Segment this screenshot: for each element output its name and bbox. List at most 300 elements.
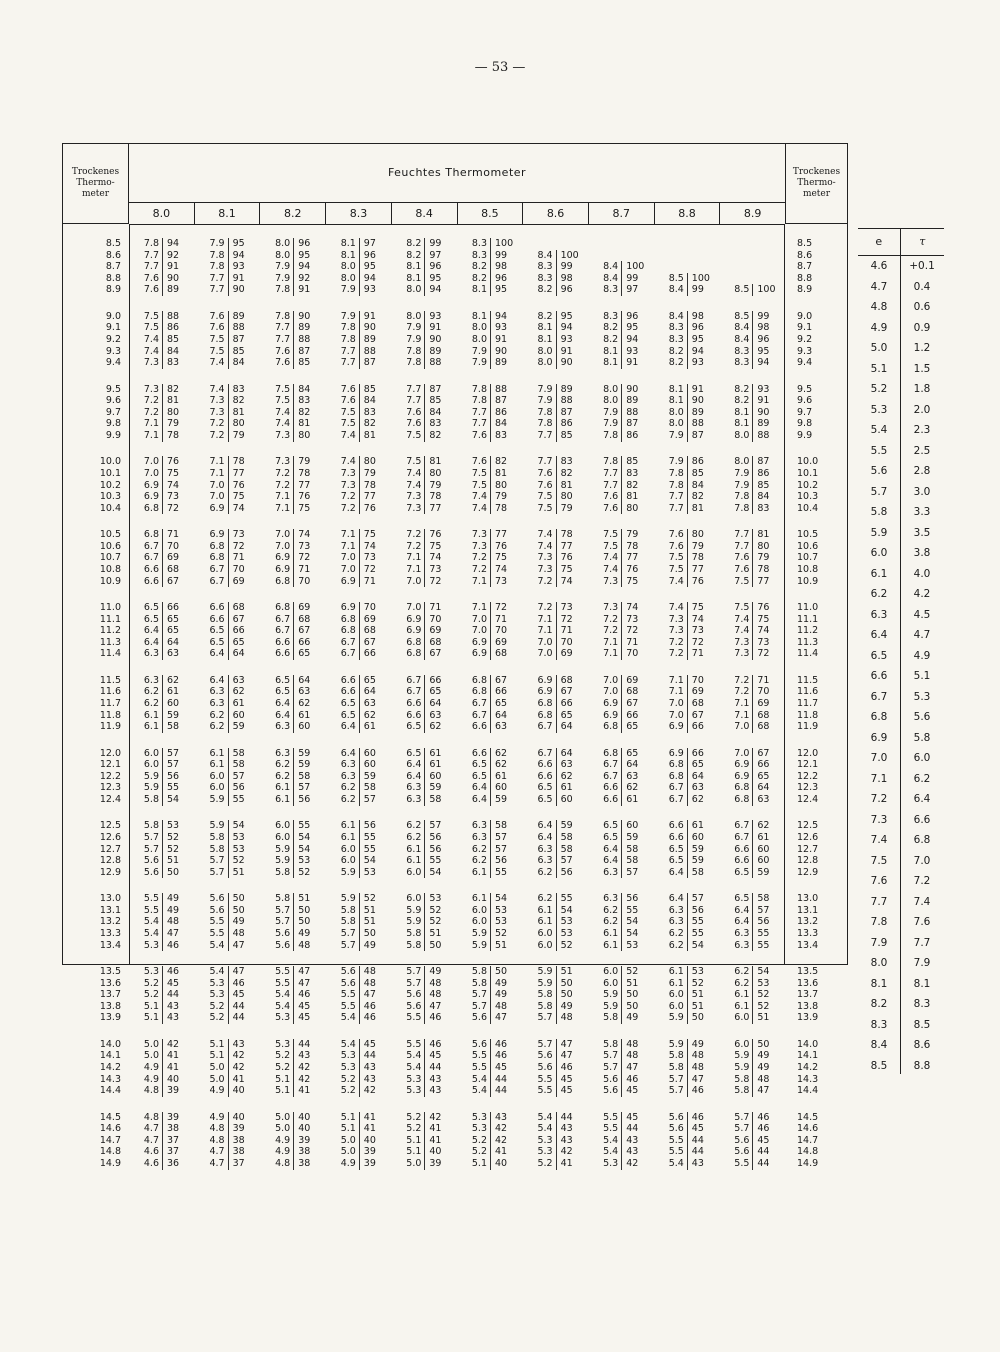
column-header: 8.5 — [458, 203, 524, 225]
table-cell — [135, 966, 189, 978]
dry-temp-value: 12.8 — [99, 855, 121, 867]
humidity-value: 85 — [560, 430, 573, 441]
dew-point-value: 7.0 — [660, 698, 688, 710]
table-cell — [594, 384, 648, 396]
dew-point-value: 5.6 — [266, 940, 294, 952]
table-cell — [397, 384, 451, 396]
dew-point-value: 6.6 — [332, 675, 360, 687]
table-cell — [660, 978, 714, 990]
humidity-value: 84 — [757, 491, 770, 503]
side-table-row — [858, 1015, 944, 1036]
table-cell — [463, 1146, 517, 1158]
dew-point-value: 4.9 — [201, 1112, 229, 1124]
dew-point-value: 6.9 — [332, 576, 360, 588]
side-table-row — [858, 687, 944, 708]
humidity-value: 74 — [757, 625, 770, 637]
humidity-value: 61 — [298, 709, 311, 721]
table-cell — [201, 940, 255, 952]
table-cell — [266, 759, 320, 771]
dew-point-value: 5.2 — [332, 1085, 360, 1097]
humidity-value: 68 — [167, 564, 180, 575]
table-cell — [332, 311, 386, 323]
humidity-value: 87 — [757, 456, 770, 468]
table-cell — [201, 418, 255, 430]
humidity-value: 41 — [495, 1146, 508, 1158]
dew-point-value: 7.8 — [594, 430, 622, 442]
dew-point-value: 7.6 — [594, 503, 622, 515]
dew-point-value: 6.2 — [135, 698, 163, 710]
table-cell — [594, 675, 648, 687]
table-cell — [201, 686, 255, 698]
table-cell — [463, 1039, 517, 1051]
table-cell — [529, 1112, 583, 1124]
dew-point-value: 6.9 — [397, 625, 425, 637]
table-cell — [266, 261, 320, 273]
table-cell — [660, 468, 714, 480]
humidity-value: 52 — [298, 866, 311, 878]
dry-temp-value: 8.5 — [797, 238, 813, 249]
humidity-value: 53 — [691, 966, 704, 977]
humidity-value: 56 — [626, 893, 639, 905]
table-cell — [266, 491, 320, 503]
table-cell — [660, 893, 714, 905]
table-cell — [397, 541, 451, 553]
dry-temp-value: 8.9 — [797, 284, 813, 296]
humidity-value: 80 — [363, 456, 376, 468]
table-cell — [266, 771, 320, 783]
table-cell — [201, 782, 255, 794]
dew-point-value: 7.6 — [660, 541, 688, 553]
dry-temp-value: 11.5 — [797, 674, 819, 686]
dew-point-value: 5.5 — [594, 1123, 622, 1135]
table-cell — [725, 614, 779, 626]
humidity-value: 52 — [429, 904, 442, 916]
humidity-value: 76 — [626, 564, 639, 575]
table-cell — [725, 418, 779, 430]
humidity-value: 64 — [757, 782, 770, 794]
humidity-value: 82 — [298, 406, 311, 418]
humidity-value: 52 — [626, 966, 639, 977]
humidity-value: 45 — [626, 1111, 639, 1123]
dew-point-value: 5.0 — [332, 1135, 360, 1147]
table-cell — [332, 480, 386, 492]
table-cell — [725, 1062, 779, 1074]
table-cell — [594, 698, 648, 710]
humidity-value: 50 — [167, 866, 180, 878]
dew-point-value: 7.0 — [397, 576, 425, 588]
humidity-value: 38 — [232, 1146, 245, 1158]
table-cell — [463, 503, 517, 515]
table-cell — [135, 261, 189, 273]
dew-point-value: 5.6 — [463, 1012, 491, 1024]
table-cell — [594, 311, 648, 323]
table-cell — [135, 1085, 189, 1097]
side-e-value: 5.9 — [870, 526, 888, 539]
dew-point-value: 5.3 — [135, 966, 163, 978]
dew-point-value: 7.7 — [660, 491, 688, 503]
humidity-value: 50 — [560, 989, 573, 1001]
dew-point-value: 7.1 — [332, 541, 360, 553]
dry-temp-value: 9.5 — [105, 383, 121, 395]
humidity-value: 71 — [495, 613, 508, 625]
dew-point-value: 8.1 — [660, 384, 688, 396]
humidity-value: 72 — [232, 540, 245, 552]
dew-point-value: 6.3 — [201, 698, 229, 710]
dry-temp-value: 14.8 — [99, 1146, 121, 1158]
humidity-value: 56 — [429, 832, 442, 843]
humidity-value: 69 — [232, 575, 245, 587]
humidity-value: 93 — [626, 345, 639, 357]
table-cell — [594, 710, 648, 722]
table-cell — [266, 1085, 320, 1097]
table-cell — [201, 989, 255, 1001]
table-cell — [135, 893, 189, 905]
table-cell — [463, 748, 517, 760]
table-cell — [266, 794, 320, 806]
humidity-value: 67 — [298, 625, 311, 637]
humidity-value: 94 — [691, 345, 704, 357]
humidity-value: 48 — [626, 1050, 639, 1062]
humidity-value: 96 — [363, 249, 376, 261]
table-cell — [660, 966, 714, 978]
side-tau-value: 7.6 — [913, 916, 931, 928]
dew-point-value: 5.4 — [135, 928, 163, 940]
table-cell — [201, 978, 255, 990]
humidity-value: 84 — [429, 406, 442, 418]
table-cell — [332, 430, 386, 442]
dew-point-value: 5.0 — [397, 1158, 425, 1170]
humidity-value: 95 — [757, 345, 770, 357]
side-e-value: 7.3 — [870, 813, 888, 826]
dew-point-value: 6.1 — [529, 905, 557, 917]
table-cell — [594, 637, 648, 649]
dew-point-value: 6.3 — [463, 832, 491, 844]
table-cell — [397, 491, 451, 503]
table-cell — [660, 576, 714, 588]
dew-point-value: 7.6 — [397, 407, 425, 419]
humidity-value: 59 — [298, 759, 311, 771]
dew-point-value: 7.5 — [463, 480, 491, 492]
table-cell — [201, 928, 255, 940]
dew-point-value: 7.8 — [397, 346, 425, 358]
dew-point-value: 5.1 — [266, 1074, 294, 1086]
dew-point-value: 6.3 — [594, 893, 622, 905]
dew-point-value: 6.1 — [266, 782, 294, 794]
humidity-value: 51 — [363, 916, 376, 928]
table-cell — [135, 273, 189, 285]
dew-point-value: 7.9 — [397, 322, 425, 334]
table-cell — [397, 940, 451, 952]
table-cell — [725, 675, 779, 687]
dry-temp-value: 11.9 — [99, 721, 121, 733]
humidity-value: 64 — [626, 759, 639, 771]
humidity-value: 76 — [167, 456, 180, 468]
dew-point-value: 5.3 — [266, 1039, 294, 1051]
humidity-value: 46 — [757, 1123, 770, 1135]
table-cell — [332, 893, 386, 905]
humidity-value: 68 — [232, 602, 245, 613]
table-cell — [135, 334, 189, 346]
side-table-row — [858, 564, 944, 585]
dew-point-value: 8.2 — [594, 334, 622, 346]
table-cell — [397, 648, 451, 660]
side-table-rows — [858, 256, 944, 1076]
humidity-value: 90 — [429, 334, 442, 345]
dew-point-value: 5.7 — [529, 1039, 557, 1051]
humidity-value: 55 — [363, 843, 376, 855]
humidity-value: 41 — [429, 1134, 442, 1146]
table-cell — [266, 407, 320, 419]
dry-temp-value: 14.4 — [99, 1085, 121, 1097]
dry-temp-value: 12.1 — [99, 759, 121, 771]
dry-temp-value: 9.2 — [105, 334, 121, 345]
dew-point-value: 5.3 — [332, 1050, 360, 1062]
dry-temp-value: 13.8 — [797, 1000, 819, 1012]
dew-point-value: 7.1 — [529, 614, 557, 626]
table-cell — [529, 322, 583, 334]
dew-point-value: 8.2 — [463, 273, 491, 285]
dew-point-value: 8.1 — [529, 334, 557, 346]
dew-point-value: 8.1 — [725, 407, 753, 419]
humidity-value: 79 — [495, 491, 508, 503]
dew-point-value: 5.0 — [135, 1050, 163, 1062]
side-e-value: 7.0 — [870, 752, 888, 764]
dry-values-right — [784, 224, 847, 1169]
table-cell — [725, 916, 779, 928]
humidity-value: 63 — [429, 709, 442, 721]
humidity-value: 69 — [298, 602, 311, 613]
dew-point-value: 8.2 — [660, 346, 688, 358]
table-cell — [135, 503, 189, 515]
table-cell — [266, 346, 320, 358]
dew-point-value: 6.7 — [529, 748, 557, 760]
humidity-value: 46 — [363, 1000, 376, 1012]
dry-temp-value: 9.3 — [105, 345, 121, 357]
dew-point-value: 6.2 — [660, 928, 688, 940]
dew-point-value: 7.1 — [397, 564, 425, 576]
table-cell — [463, 721, 517, 733]
humidity-value: 84 — [167, 345, 180, 357]
table-cell — [397, 782, 451, 794]
humidity-value: 56 — [560, 866, 573, 878]
table-cell — [594, 625, 648, 637]
humidity-value: 78 — [495, 502, 508, 514]
dew-point-value: 6.8 — [529, 698, 557, 710]
table-cell — [594, 284, 648, 296]
side-e-value: 7.1 — [870, 772, 888, 785]
dew-point-value: 7.5 — [594, 541, 622, 553]
table-cell — [135, 1123, 189, 1135]
humidity-value: 56 — [298, 794, 311, 805]
humidity-value: 85 — [167, 334, 180, 345]
side-e-value: 6.3 — [870, 608, 888, 621]
humidity-value: 67 — [167, 575, 180, 587]
humidity-value: 63 — [691, 782, 704, 794]
side-tau-value: 6.2 — [913, 772, 931, 785]
table-cell — [594, 928, 648, 940]
table-cell — [201, 1146, 255, 1158]
humidity-value: 66 — [167, 602, 180, 613]
table-cell — [332, 1074, 386, 1086]
table-cell — [397, 480, 451, 492]
side-e-value: 5.4 — [870, 424, 888, 436]
table-cell — [266, 710, 320, 722]
side-table-row — [858, 933, 944, 954]
dry-temp-value: 12.2 — [99, 770, 121, 782]
table-cell — [725, 1135, 779, 1147]
table-cell — [529, 686, 583, 698]
humidity-value: 56 — [232, 782, 245, 794]
table-cell — [660, 905, 714, 917]
humidity-value: 53 — [560, 928, 573, 939]
dew-point-value: 7.1 — [660, 686, 688, 698]
dew-point-value: 4.8 — [201, 1135, 229, 1147]
dew-point-value: 8.1 — [529, 322, 557, 334]
dew-point-value: 6.4 — [463, 794, 491, 806]
humidity-value: 45 — [560, 1073, 573, 1085]
table-cell — [529, 698, 583, 710]
humidity-value: 74 — [298, 529, 311, 541]
humidity-value: 92 — [298, 272, 311, 284]
dry-temp-value: 14.0 — [99, 1038, 121, 1050]
dry-temp-value: 13.6 — [797, 977, 819, 989]
dew-point-value: 6.3 — [397, 782, 425, 794]
table-cell — [529, 602, 583, 614]
dew-point-value: 8.5 — [725, 284, 753, 296]
humidity-value: 65 — [626, 747, 639, 759]
side-tau-value: 5.1 — [913, 670, 931, 682]
table-cell — [529, 311, 583, 323]
humidity-value: 45 — [298, 1012, 311, 1024]
dew-point-value: 7.6 — [594, 491, 622, 503]
humidity-value: 81 — [691, 502, 704, 514]
table-cell — [660, 552, 714, 564]
humidity-value: 62 — [495, 759, 508, 771]
table-cell — [725, 820, 779, 832]
dew-point-value: 5.0 — [201, 1074, 229, 1086]
humidity-value: 66 — [691, 721, 704, 733]
humidity-value: 89 — [298, 322, 311, 334]
humidity-value: 87 — [495, 395, 508, 407]
table-cell — [201, 771, 255, 783]
humidity-value: 68 — [757, 721, 770, 733]
humidity-value: 55 — [232, 794, 245, 805]
table-cell — [529, 334, 583, 346]
humidity-value: 46 — [167, 966, 180, 977]
dew-point-value: 6.1 — [135, 710, 163, 722]
side-tau-value: 5.8 — [913, 731, 931, 744]
table-cell — [463, 675, 517, 687]
humidity-value: 72 — [363, 564, 376, 575]
humidity-value: 71 — [560, 625, 573, 637]
humidity-value: 71 — [429, 602, 442, 613]
table-cell — [660, 710, 714, 722]
table-cell — [201, 250, 255, 262]
humidity-value: 52 — [363, 893, 376, 905]
humidity-value: 80 — [429, 468, 442, 479]
side-tau-value: 1.5̄ — [913, 362, 931, 375]
humidity-value: 41 — [363, 1111, 376, 1123]
table-cell — [463, 782, 517, 794]
humidity-value: 88 — [560, 395, 573, 407]
dew-point-value: 8.0 — [463, 322, 491, 334]
humidity-value: 54 — [560, 904, 573, 916]
humidity-value: 83 — [232, 383, 245, 395]
humidity-value: 64 — [363, 686, 376, 698]
humidity-value: 63 — [560, 759, 573, 771]
dew-point-value: 6.3 — [332, 759, 360, 771]
dew-point-value: 7.1 — [529, 625, 557, 637]
dew-point-value: 5.7 — [660, 1074, 688, 1086]
humidity-value: 53 — [626, 939, 639, 951]
humidity-value: 61 — [691, 820, 704, 832]
table-cell — [463, 491, 517, 503]
table-cell — [201, 261, 255, 273]
dew-point-value: 5.6 — [135, 855, 163, 867]
table-cell — [529, 503, 583, 515]
dew-point-value: 5.6 — [725, 1135, 753, 1147]
humidity-value: 37 — [167, 1146, 180, 1158]
table-cell — [397, 625, 451, 637]
humidity-value: 96 — [495, 272, 508, 284]
dew-point-value: 7.6 — [529, 480, 557, 492]
side-tau-value: 6.8 — [913, 834, 931, 846]
dew-point-value: 7.4 — [529, 541, 557, 553]
dew-point-value: 8.5 — [725, 311, 753, 323]
table-cell — [397, 978, 451, 990]
humidity-value: 52 — [167, 843, 180, 855]
dew-point-value: 6.9 — [660, 721, 688, 733]
dew-point-value: 7.9 — [594, 407, 622, 419]
dew-point-value: 8.3 — [725, 346, 753, 358]
table-cell — [397, 916, 451, 928]
dew-point-value: 7.3 — [266, 456, 294, 468]
dew-point-value: 5.7 — [266, 905, 294, 917]
side-tau-value: 2.3 — [913, 424, 931, 436]
dew-point-value: 7.5 — [266, 395, 294, 407]
table-cell — [594, 686, 648, 698]
side-table-row — [858, 810, 944, 831]
dew-point-value: 7.7 — [332, 346, 360, 358]
humidity-value: 75 — [757, 613, 770, 625]
side-tau-value: 6.6 — [913, 813, 931, 826]
table-cell — [725, 637, 779, 649]
table-cell — [463, 1135, 517, 1147]
humidity-value: 73 — [363, 552, 376, 564]
dew-point-value: 5.4 — [529, 1123, 557, 1135]
dew-point-value: 5.3 — [135, 940, 163, 952]
humidity-value: 45 — [691, 1123, 704, 1135]
dew-point-value: 7.4 — [201, 384, 229, 396]
humidity-value: 57 — [560, 855, 573, 867]
table-cell — [266, 357, 320, 369]
table-cell — [463, 552, 517, 564]
humidity-value: 40 — [495, 1158, 508, 1169]
table-cell — [725, 284, 779, 296]
dew-point-value: 6.3 — [725, 928, 753, 940]
side-e-value: 7.6 — [870, 875, 888, 887]
dew-point-value: 7.4 — [725, 614, 753, 626]
humidity-value: 41 — [167, 1050, 180, 1062]
table-cell — [660, 602, 714, 614]
humidity-value: 91 — [495, 334, 508, 345]
dew-point-value: 5.2 — [397, 1112, 425, 1124]
table-cell — [594, 1123, 648, 1135]
table-cell — [529, 552, 583, 564]
humidity-value: 61 — [167, 686, 180, 698]
humidity-value: 47 — [363, 989, 376, 1001]
dew-point-value: 8.1 — [397, 261, 425, 273]
